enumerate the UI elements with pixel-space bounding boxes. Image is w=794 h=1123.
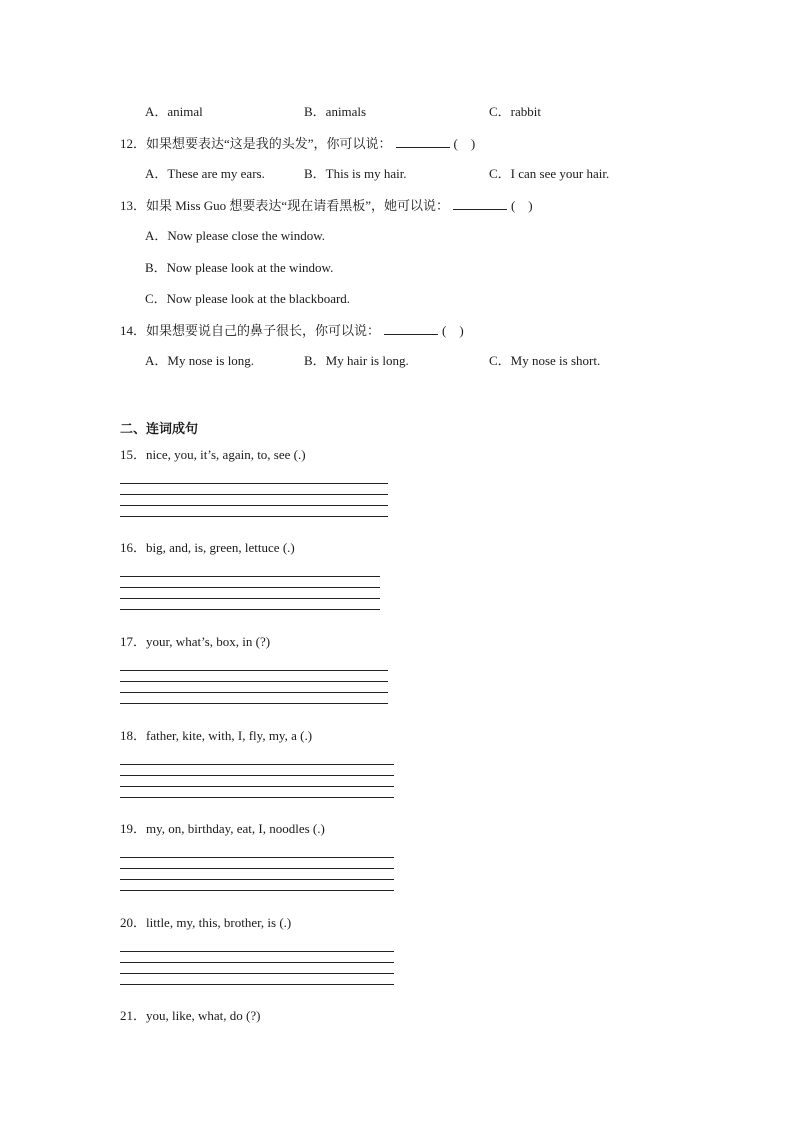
q14-option-b: B．My hair is long. — [304, 353, 409, 368]
q13-option-c: C．Now please look at the blackboard. — [145, 291, 351, 306]
answer-line — [120, 797, 394, 798]
q14-stem: 14．如果想要说自己的鼻子很长，你可以说： — [120, 323, 381, 338]
section-2-title: 二、连词成句 — [120, 421, 199, 436]
q12-option-c: C．I can see your hair. — [489, 166, 610, 181]
answer-line — [120, 703, 388, 704]
q13-option-a: A．Now please close the window. — [145, 228, 326, 243]
q13-option-b: B．Now please look at the window. — [145, 260, 334, 275]
answer-line — [120, 576, 380, 577]
answer-line — [120, 984, 394, 985]
answer-line — [120, 494, 388, 495]
q12-option-b: B．This is my hair. — [304, 166, 407, 181]
answer-line — [120, 692, 388, 693]
q11-option-c: C．rabbit — [489, 104, 541, 119]
answer-line — [120, 951, 394, 952]
answer-line — [120, 764, 394, 765]
q14-stem-line — [120, 322, 464, 339]
q18-prompt: 18．father, kite, with, I, fly, my, a (.) — [120, 728, 313, 743]
answer-line — [120, 670, 388, 671]
answer-line — [120, 598, 380, 599]
q12-stem-line — [120, 135, 475, 152]
q21-prompt: 21．you, like, what, do (?) — [120, 1008, 261, 1023]
answer-line — [120, 681, 388, 682]
answer-line — [120, 857, 394, 858]
answer-line — [120, 587, 380, 588]
answer-line — [120, 973, 394, 974]
q13-paren: ( ) — [510, 198, 533, 213]
answer-line — [120, 890, 394, 891]
q12-answer-blank — [396, 135, 450, 148]
answer-line — [120, 879, 394, 880]
q13-stem-line — [120, 197, 533, 214]
answer-line — [120, 786, 394, 787]
q12-paren: ( ) — [453, 136, 476, 151]
answer-line — [120, 609, 380, 610]
q16-prompt: 16．big, and, is, green, lettuce (.) — [120, 540, 295, 555]
answer-line — [120, 775, 394, 776]
q20-prompt: 20．little, my, this, brother, is (.) — [120, 915, 292, 930]
q14-option-c: C．My nose is short. — [489, 353, 601, 368]
answer-line — [120, 505, 388, 506]
answer-line — [120, 483, 388, 484]
q12-option-a: A．These are my ears. — [145, 166, 265, 181]
answer-line — [120, 962, 394, 963]
q11-option-b: B．animals — [304, 104, 367, 119]
q12-stem: 12．如果想要表达“这是我的头发”，你可以说： — [120, 136, 392, 151]
q19-prompt: 19．my, on, birthday, eat, I, noodles (.) — [120, 821, 325, 836]
q13-stem: 13．如果 Miss Guo 想要表达“现在请看黑板”，她可以说： — [120, 198, 449, 213]
answer-line — [120, 516, 388, 517]
q11-option-a: A．animal — [145, 104, 203, 119]
q17-prompt: 17．your, what’s, box, in (?) — [120, 634, 271, 649]
q14-paren: ( ) — [442, 323, 464, 338]
q15-prompt: 15．nice, you, it’s, again, to, see (.) — [120, 447, 306, 462]
q14-answer-blank — [384, 322, 438, 335]
q13-answer-blank — [453, 197, 507, 210]
q14-option-a: A．My nose is long. — [145, 353, 255, 368]
answer-line — [120, 868, 394, 869]
